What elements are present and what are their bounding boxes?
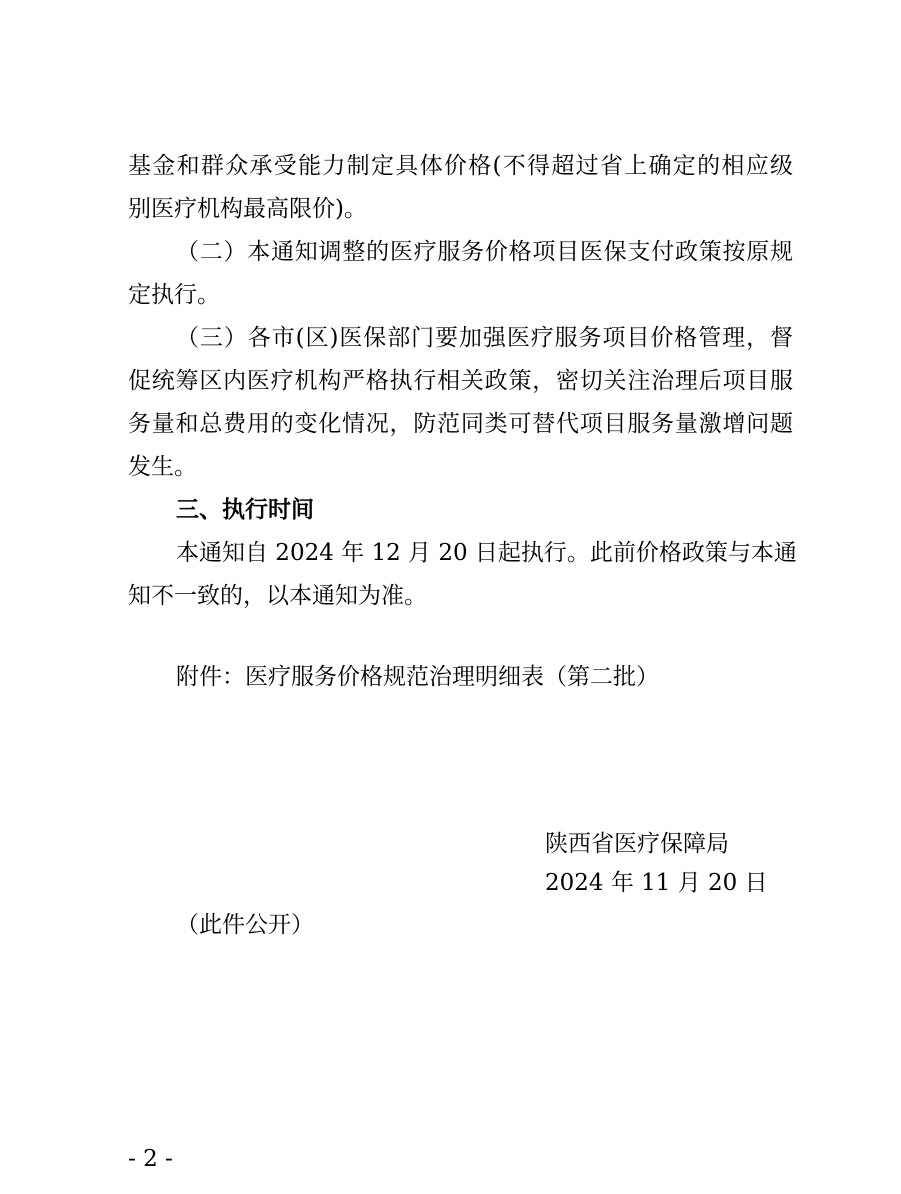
issue-date: 2024 年 11 月 20 日 — [545, 870, 768, 896]
paragraph-line: 务量和总费用的变化情况，防范同类可替代项目服务量激增问题 — [128, 411, 793, 437]
paragraph-line: 定执行。 — [128, 282, 220, 308]
page-number: - 2 - — [128, 1146, 173, 1172]
issuer-name: 陕西省医疗保障局 — [545, 831, 729, 857]
disclosure-note: （此件公开） — [176, 912, 314, 938]
paragraph-line: 本通知自 2024 年 12 月 20 日起执行。此前价格政策与本通 — [176, 540, 797, 566]
paragraph-line: 发生。 — [128, 454, 197, 480]
section-heading: 三、执行时间 — [176, 497, 314, 523]
paragraph-line: 促统筹区内医疗机构严格执行相关政策，密切关注治理后项目服 — [128, 368, 793, 394]
attachment-note: 附件：医疗服务价格规范治理明细表（第二批） — [176, 664, 659, 690]
paragraph-line: （二）本通知调整的医疗服务价格项目医保支付政策按原规 — [176, 239, 793, 265]
paragraph-line: 基金和群众承受能力制定具体价格(不得超过省上确定的相应级 — [128, 153, 793, 179]
paragraph-line: （三）各市(区)医保部门要加强医疗服务项目价格管理，督 — [176, 325, 793, 351]
paragraph-line: 别医疗机构最高限价)。 — [128, 196, 367, 222]
paragraph-line: 知不一致的，以本通知为准。 — [128, 583, 427, 609]
